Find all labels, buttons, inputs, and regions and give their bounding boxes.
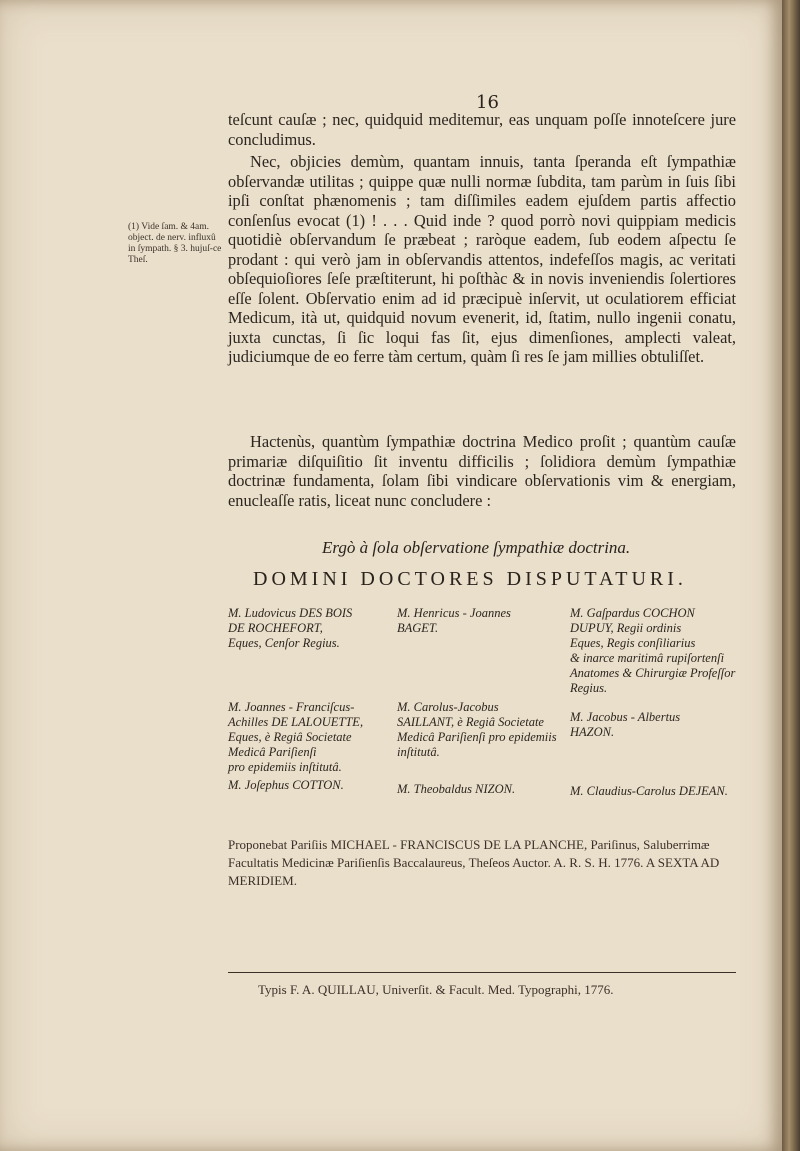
page-number: 16 [476,92,499,113]
doctor-entry: M. Joannes - Franciſcus- Achilles DE LALOUETTE, Eques, è Regiâ Societate Medicâ Pariſienſi pro epidemiis inſtitutâ. [228,700,364,774]
doctor-entry: M. Henricus - Joannes BAGET. [397,606,511,635]
doctor-entry: M. Theobaldus NIZON. [397,782,516,796]
doctor-entry: M. Joſephus COTTON. [228,778,344,792]
printer-line: Typis F. A. QUILLAU, Univerſit. & Facult. Med. Typographi, 1776. [258,982,614,997]
printer-rule [228,972,736,973]
doctor-entry: M. Carolus-Jacobus SAILLANT, è Regiâ Societate Medicâ Pariſienſi pro epidemiis inſtitutâ. [397,700,557,759]
paragraph-2: Nec, objicies demùm, quantam innuis, tanta ſperanda eſt ſympathiæ obſervandæ utilitas ; quippe quæ nulli normæ ſubdita, tam parùm in ſuis ſibi ipſi conſtat phænomenis ; tam diſſimiles eadem ejuſdem partis affectio conſenſus evocat (1) ! . . . Quid inde ? quod porrò novi quippiam medicis quotidiè obſervandum ſe præbeat ; raròque eadem, ſub eodem aſpectu ſe prodant : qui verò jam in obſervandis attentos, indefeſſos magis, ac veritati obſequioſiores ſeſe præſtiterunt, hi poſthàc & in novis inveniendis ſolertiores eſſe ſolent. Obſervatio enim ad id præcipuè inſervit, ut oculatiorem efficiat Medicum, ità ut, quidquid novum evenerit, id, ſtatim, nullo ingenii conatu, juxta cunctas, ſi ſic loqui fas ſit, ejus dimenſiones, amplecti valeat, judiciumque de eo ferre tàm certum, quàm ſi res ſe jam millies obtuliſſet. [228,152,736,366]
doctor-entry: M. Claudius-Carolus DEJEAN. [570,784,728,798]
doctor-entry: M. Gaſpardus COCHON DUPUY, Regii ordinis Eques, Regis conſiliarius & inarce maritimâ rupiſortenſi Anatomes & Chirurgiæ Profeſſor Regius. [570,606,736,695]
doctors-heading: DOMINI DOCTORES DISPUTATURI. [253,568,687,590]
proponebat-statement: Proponebat Pariſiis MICHAEL - FRANCISCUS DE LA PLANCHE, Pariſinus, Saluberrimæ Facultatis Medicinæ Pariſienſis Baccalaureus, Theſeos Auctor. A. R. S. H. 1776. A SEXTA AD MERIDIEM. [228,837,720,888]
doctor-entry: M. Jacobus - Albertus HAZON. [570,710,681,739]
doctor-entry: M. Ludovicus DES BOIS DE ROCHEFORT, Eques, Cenſor Regius. [228,606,353,650]
paragraph-1: teſcunt cauſæ ; nec, quidquid meditemur, eas unquam poſſe innoteſcere jure concludimus. [228,110,736,149]
paragraph-3: Hactenùs, quantùm ſympathiæ doctrina Medico proſit ; quantùm cauſæ primariæ diſquiſitio ſit inventu difficilis ; ſolidiora demùm ſympathiæ doctrinæ fundamenta, ſolam ſibi vindicare obſervationis vim & energiam, enucleaſſe ratis, liceat nunc concludere : [228,432,736,510]
margin-footnote: (1) Vide ſam. & 4am. object. de nerv. influxû in ſympath. § 3. hujuſ-ce Theſ. [128,222,222,265]
conclusion-line: Ergò à ſola obſervatione ſympathiæ doctrina. [322,538,631,557]
book-spine [782,0,800,1151]
